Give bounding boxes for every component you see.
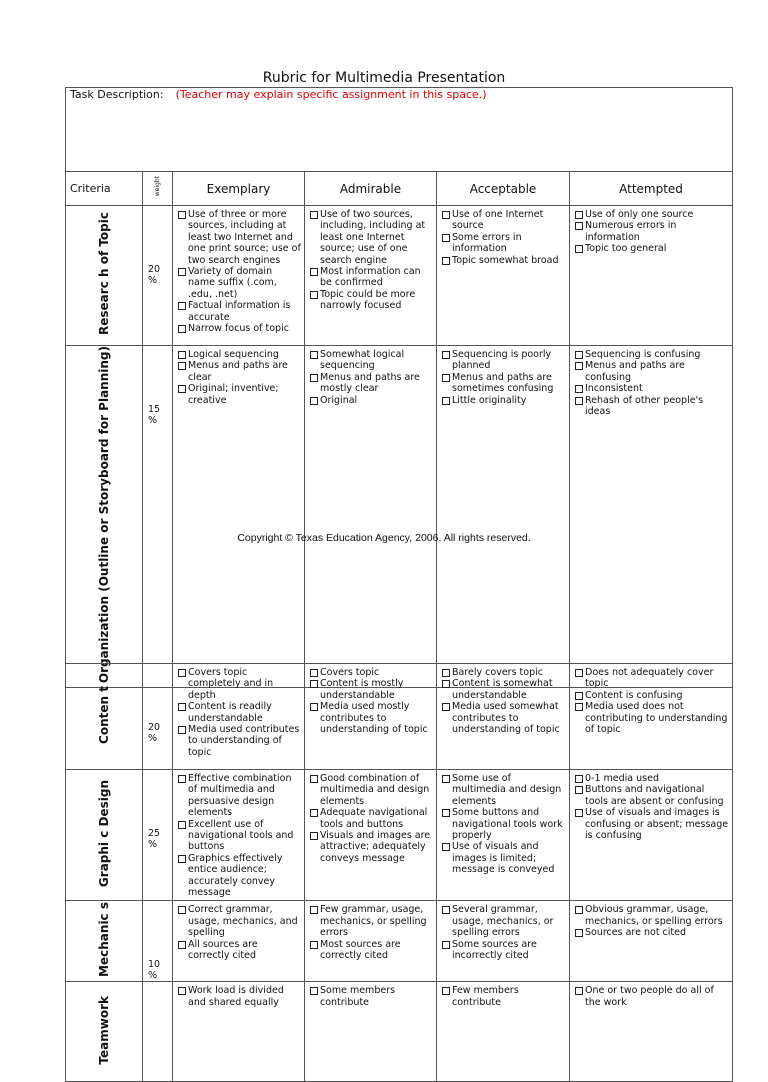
rubric-table-bottom	[65, 663, 733, 1082]
checkbox-item: Menus and paths are mostly clear	[309, 372, 433, 395]
rubric-row	[66, 664, 733, 770]
criteria-label: Mechanic s	[96, 902, 111, 977]
descriptor-list	[441, 985, 566, 1008]
checkbox-item: Buttons and navigational tools are absent or confusing	[574, 784, 729, 807]
descriptor-cell	[437, 982, 570, 1082]
rubric-row	[66, 770, 733, 901]
descriptor-cell	[305, 770, 437, 901]
checkbox-item: Variety of domain name suffix (.com, .edu, .net)	[177, 266, 301, 300]
descriptor-cell	[173, 770, 305, 901]
criteria-cell	[66, 770, 143, 901]
rubric-table-top	[65, 87, 733, 688]
checkbox-item: Menus and paths are clear	[177, 360, 301, 383]
criteria-cell	[66, 206, 143, 346]
checkbox-item: Some errors in information	[441, 232, 566, 255]
checkbox-item: Obvious grammar, usage, mechanics, or spelling errors	[574, 904, 729, 927]
descriptor-list	[309, 773, 433, 864]
descriptor-list	[177, 209, 301, 334]
criteria-header: Criteria	[66, 172, 143, 206]
descriptor-list	[177, 773, 301, 898]
checkbox-item: Sequencing is confusing	[574, 349, 729, 360]
criteria-label: Researc h of Topic	[96, 212, 111, 335]
descriptor-cell	[173, 982, 305, 1082]
descriptor-cell	[305, 982, 437, 1082]
checkbox-item: Covers topic completely and in depth	[177, 667, 301, 701]
descriptor-list	[441, 904, 566, 961]
rubric-row	[66, 982, 733, 1082]
descriptor-list	[441, 209, 566, 266]
task-description	[66, 88, 733, 172]
descriptor-cell	[437, 664, 570, 770]
descriptor-cell	[570, 206, 733, 346]
descriptor-cell	[305, 664, 437, 770]
checkbox-item: Somewhat logical sequencing	[309, 349, 433, 372]
descriptor-list	[309, 349, 433, 406]
checkbox-item: All sources are correctly cited	[177, 939, 301, 962]
page-title: Rubric for Multimedia Presentation	[262, 70, 506, 86]
checkbox-item: Covers topic	[309, 667, 433, 678]
descriptor-cell	[173, 664, 305, 770]
level-header-attempted: Attempted	[570, 172, 733, 206]
checkbox-item: Use of three or more sources, including at least two Internet and one print source; use of two search engines	[177, 209, 301, 266]
weight-cell: 20 %	[143, 664, 173, 770]
descriptor-list	[177, 349, 301, 406]
descriptor-list	[574, 667, 729, 735]
descriptor-cell	[570, 770, 733, 901]
descriptor-cell	[305, 346, 437, 688]
checkbox-item: Narrow focus of topic	[177, 323, 301, 334]
descriptor-list	[574, 773, 729, 841]
checkbox-item: Use of visuals and images is confusing or absent; message is confusing	[574, 807, 729, 841]
checkbox-item: Effective combination of multimedia and persuasive design elements	[177, 773, 301, 819]
checkbox-item: Topic too general	[574, 243, 729, 254]
descriptor-cell	[570, 664, 733, 770]
checkbox-item: Topic could be more narrowly focused	[309, 289, 433, 312]
checkbox-item: One or two people do all of the work	[574, 985, 729, 1008]
criteria-label: Teamwork	[96, 995, 111, 1065]
checkbox-item: Content is readily understandable	[177, 701, 301, 724]
checkbox-item: Content is confusing	[574, 690, 729, 701]
checkbox-item: Little originality	[441, 395, 566, 406]
checkbox-item: Content is mostly understandable	[309, 678, 433, 701]
checkbox-item: Media used contributes to understanding of topic	[177, 724, 301, 758]
checkbox-item: Media used does not contributing to understanding of topic	[574, 701, 729, 735]
level-header-exemplary: Exemplary	[173, 172, 305, 206]
descriptor-cell	[437, 206, 570, 346]
task-description-note: (Teacher may explain specific assignment in this space.)	[175, 88, 487, 101]
weight-cell: 15 %	[143, 346, 173, 688]
checkbox-item: Few members contribute	[441, 985, 566, 1008]
descriptor-cell	[437, 346, 570, 688]
checkbox-item: Work load is divided and shared equally	[177, 985, 301, 1008]
weight-cell	[143, 982, 173, 1082]
rubric-row	[66, 346, 733, 688]
level-header-acceptable: Acceptable	[437, 172, 570, 206]
criteria-cell	[66, 664, 143, 770]
checkbox-item: Factual information is accurate	[177, 300, 301, 323]
criteria-cell	[66, 901, 143, 982]
descriptor-list	[177, 985, 301, 1008]
weight-cell: 10 %	[143, 901, 173, 982]
checkbox-item: Most sources are correctly cited	[309, 939, 433, 962]
checkbox-item: Most information can be confirmed	[309, 266, 433, 289]
checkbox-item: Few grammar, usage, mechanics, or spelling errors	[309, 904, 433, 938]
criteria-cell	[66, 982, 143, 1082]
checkbox-item: Barely covers topic	[441, 667, 566, 678]
checkbox-item: Several grammar, usage, mechanics, or spelling errors	[441, 904, 566, 938]
descriptor-cell	[305, 206, 437, 346]
level-header-admirable: Admirable	[305, 172, 437, 206]
checkbox-item: Logical sequencing	[177, 349, 301, 360]
checkbox-item: Sequencing is poorly planned	[441, 349, 566, 372]
weight-header-label: weight	[154, 176, 161, 197]
checkbox-item: Original; inventive; creative	[177, 383, 301, 406]
criteria-label: Graphi c Design	[96, 779, 111, 887]
checkbox-item: Graphics effectively entice audience; accurately convey message	[177, 853, 301, 899]
criteria-cell	[66, 346, 143, 688]
checkbox-item: Visuals and images are attractive; adequately conveys message	[309, 830, 433, 864]
checkbox-item: Some buttons and navigational tools work properly	[441, 807, 566, 841]
weight-cell: 25 %	[143, 770, 173, 901]
copyright-notice: Copyright © Texas Education Agency, 2006. All rights reserved.	[237, 532, 531, 544]
descriptor-cell	[437, 770, 570, 901]
checkbox-item: Some members contribute	[309, 985, 433, 1008]
checkbox-item: Topic somewhat broad	[441, 255, 566, 266]
checkbox-item: Use of one Internet source	[441, 209, 566, 232]
task-description-label: Task Description:	[70, 88, 164, 101]
checkbox-item: Use of two sources, including, including at least one Internet source; use of one search engine	[309, 209, 433, 266]
checkbox-item: Original	[309, 395, 433, 406]
checkbox-item: Does not adequately cover topic	[574, 667, 729, 690]
descriptor-cell	[570, 982, 733, 1082]
checkbox-item: Media used somewhat contributes to understanding of topic	[441, 701, 566, 735]
checkbox-item: Correct grammar, usage, mechanics, and spelling	[177, 904, 301, 938]
descriptor-cell	[173, 901, 305, 982]
descriptor-list	[309, 985, 433, 1008]
descriptor-list	[309, 904, 433, 961]
weight-header	[143, 172, 173, 206]
criteria-label: Organization (Outline or Storyboard for Planning)	[96, 346, 111, 684]
checkbox-item: 0-1 media used	[574, 773, 729, 784]
descriptor-list	[309, 209, 433, 312]
checkbox-item: Content is somewhat understandable	[441, 678, 566, 701]
descriptor-cell	[173, 346, 305, 688]
descriptor-cell	[305, 901, 437, 982]
descriptor-list	[441, 667, 566, 735]
rubric-row	[66, 206, 733, 346]
descriptor-cell	[173, 206, 305, 346]
weight-cell: 20 %	[143, 206, 173, 346]
checkbox-item: Media used mostly contributes to understanding of topic	[309, 701, 433, 735]
criteria-label: Conten t	[96, 685, 111, 744]
checkbox-item: Menus and paths are confusing	[574, 360, 729, 383]
checkbox-item: Sources are not cited	[574, 927, 729, 938]
checkbox-item: Some use of multimedia and design elements	[441, 773, 566, 807]
descriptor-list	[177, 904, 301, 961]
checkbox-item: Some sources are incorrectly cited	[441, 939, 566, 962]
checkbox-item: Rehash of other people's ideas	[574, 395, 729, 418]
descriptor-cell	[437, 901, 570, 982]
checkbox-item: Use of only one source	[574, 209, 729, 220]
rubric-row	[66, 901, 733, 982]
descriptor-list	[309, 667, 433, 735]
descriptor-list	[441, 349, 566, 406]
checkbox-item: Excellent use of navigational tools and buttons	[177, 819, 301, 853]
descriptor-list	[177, 667, 301, 758]
checkbox-item: Numerous errors in information	[574, 220, 729, 243]
descriptor-cell	[570, 901, 733, 982]
descriptor-list	[574, 209, 729, 255]
checkbox-item: Inconsistent	[574, 383, 729, 394]
checkbox-item: Use of visuals and images is limited; message is conveyed	[441, 841, 566, 875]
descriptor-list	[574, 904, 729, 938]
descriptor-list	[574, 985, 729, 1008]
descriptor-list	[441, 773, 566, 876]
checkbox-item: Good combination of multimedia and design elements	[309, 773, 433, 807]
descriptor-cell	[570, 346, 733, 688]
checkbox-item: Adequate navigational tools and buttons	[309, 807, 433, 830]
checkbox-item: Menus and paths are sometimes confusing	[441, 372, 566, 395]
descriptor-list	[574, 349, 729, 417]
